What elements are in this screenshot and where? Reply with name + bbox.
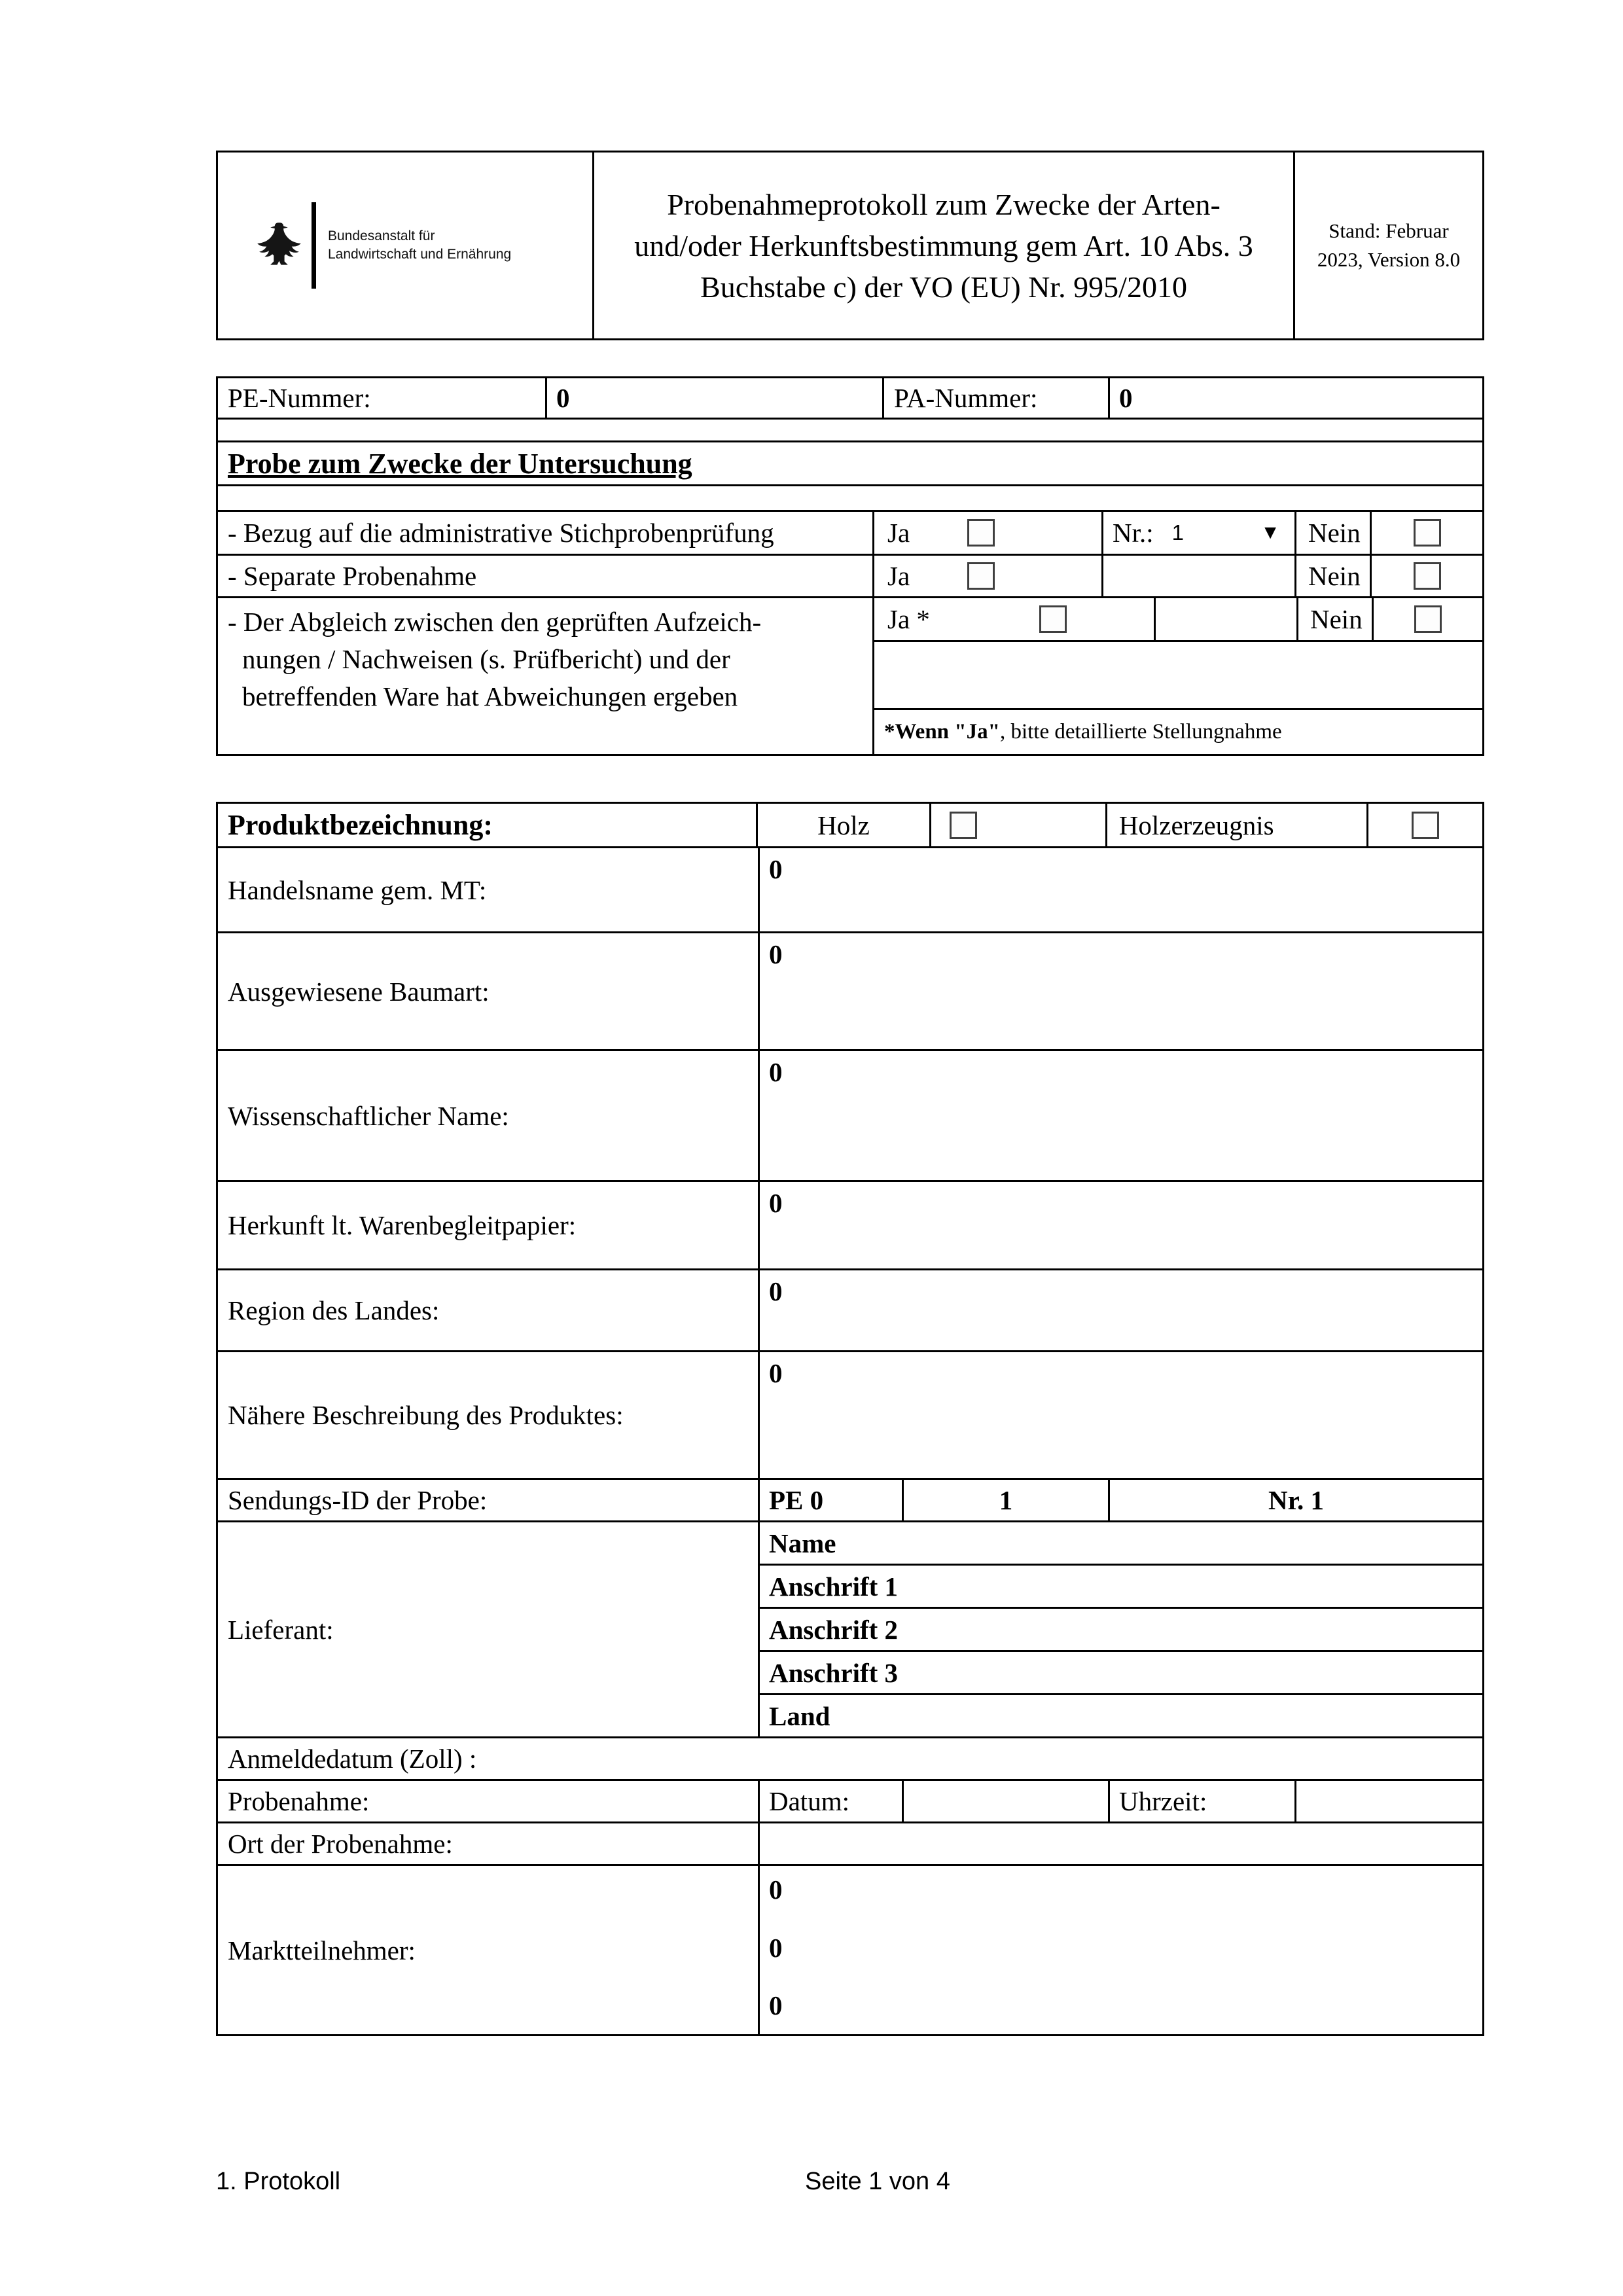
marktteilnehmer-row (218, 1864, 1482, 2034)
lieferant-label: Lieferant: (228, 1614, 334, 1645)
version-info (1295, 152, 1482, 338)
table-row (218, 1180, 1482, 1268)
logo-text-line2: Landwirtschaft und Ernährung (328, 247, 512, 262)
q3-label-line2: nungen / Nachweisen (s. Prüfbericht) und der (242, 644, 730, 674)
holzerzeugnis-label: Holzerzeugnis (1105, 804, 1366, 846)
footer-section-label: 1. Protokoll (216, 2168, 341, 2195)
lieferant-row (218, 1520, 1482, 1736)
q3-answer-area (872, 598, 1482, 754)
sendungs-id-row (218, 1478, 1482, 1520)
anmeldedatum-row (218, 1736, 1482, 1779)
q3-nein-label: Nein (1296, 598, 1372, 640)
q1-ja-label: Ja (887, 518, 910, 548)
herkunft-value-field[interactable]: 0 (758, 1182, 1482, 1268)
question-row-separate-probenahme (218, 554, 1482, 596)
title-line3: Buchstabe c) der VO (EU) Nr. 995/2010 (700, 270, 1187, 304)
document-content (216, 151, 1484, 2036)
marktteilnehmer-value-3[interactable]: 0 (769, 1990, 783, 2020)
page-footer (216, 2168, 1484, 2196)
table-row (218, 931, 1482, 1049)
probenahme-label: Probenahme: (228, 1786, 370, 1816)
marktteilnehmer-value-1[interactable]: 0 (769, 1874, 783, 1905)
logo-divider-bar (312, 202, 316, 289)
pa-nummer-label: PA-Nummer: (882, 378, 1108, 418)
beschreibung-label: Nähere Beschreibung des Produktes: (228, 1400, 624, 1430)
question-row-stichprobe (218, 510, 1482, 554)
q1-nein-checkbox[interactable] (1414, 519, 1441, 547)
ort-probenahme-row (218, 1821, 1482, 1864)
page-number: Seite 1 von 4 (805, 2168, 950, 2195)
datum-label: Datum: (758, 1781, 902, 1821)
produkt-header-row (218, 804, 1482, 846)
q3-answer-row (874, 598, 1482, 642)
q1-ja-cell (872, 512, 1101, 554)
version-line1: Stand: Februar (1329, 219, 1449, 242)
holz-label: Holz (756, 804, 929, 846)
q3-ja-label: Ja * (887, 604, 930, 634)
q3-ja-checkbox[interactable] (1039, 605, 1067, 633)
sendungs-id-nr-field[interactable]: Nr. 1 (1108, 1480, 1482, 1520)
ble-logo (254, 202, 511, 289)
table-row (218, 1350, 1482, 1478)
table-row (218, 1268, 1482, 1350)
lieferant-anschrift3-field[interactable]: Anschrift 3 (760, 1650, 1482, 1693)
logo-text-line1: Bundesanstalt für (328, 228, 435, 243)
uhrzeit-value-field[interactable] (1294, 1781, 1482, 1821)
lieferant-land-field[interactable]: Land (760, 1693, 1482, 1736)
q2-label: - Separate Probenahme (228, 561, 477, 591)
document-title (592, 152, 1295, 338)
pa-nummer-value-field[interactable]: 0 (1108, 378, 1482, 418)
question-row-abgleich (218, 596, 1482, 754)
q2-ja-cell (872, 556, 1101, 596)
produktbezeichnung-heading: Produktbezeichnung: (228, 809, 493, 841)
title-line2: und/oder Herkunftsbestimmung gem Art. 10 Abs. 3 (634, 228, 1253, 262)
pe-pa-row (218, 378, 1482, 418)
bundesadler-eagle-icon (254, 218, 302, 273)
title-line1: Probenahmeprotokoll zum Zwecke der Arten- (667, 187, 1221, 221)
q1-nr-dropdown[interactable] (1101, 512, 1294, 554)
lieferant-name-field[interactable]: Name (769, 1528, 836, 1558)
q1-nein-label: Nein (1294, 512, 1370, 554)
holz-checkbox[interactable] (950, 812, 977, 839)
pe-nummer-value-field[interactable]: 0 (545, 378, 882, 418)
table-row (218, 846, 1482, 931)
q3-label-line3: betreffenden Ware hat Abweichungen ergeben (242, 681, 738, 711)
q3-ja-cell (874, 598, 1156, 640)
q1-nr-value: 1 (1171, 520, 1185, 545)
holz-box-cell (929, 804, 1105, 846)
logo-cell (218, 152, 592, 338)
q3-gap (874, 642, 1482, 708)
produkt-table (216, 802, 1484, 2036)
holzerzeugnis-checkbox[interactable] (1412, 812, 1439, 839)
q3-nein-checkbox[interactable] (1414, 605, 1442, 633)
q2-empty-cell (1101, 556, 1294, 596)
section-heading-untersuchung: Probe zum Zwecke der Untersuchung (228, 447, 692, 480)
q1-nein-box-cell (1370, 512, 1482, 554)
spacer-row (218, 418, 1482, 440)
baumart-value-field[interactable]: 0 (758, 933, 1482, 1049)
q2-ja-checkbox[interactable] (967, 562, 995, 590)
q1-label: - Bezug auf die administrative Stichprobenprüfung (228, 518, 774, 548)
q2-nein-checkbox[interactable] (1414, 562, 1441, 590)
region-label: Region des Landes: (228, 1295, 440, 1325)
sendungs-id-label: Sendungs-ID der Probe: (228, 1485, 488, 1515)
lieferant-fields (758, 1522, 1482, 1736)
handelsname-label: Handelsname gem. MT: (228, 874, 487, 905)
q2-ja-label: Ja (887, 561, 910, 591)
version-line2: 2023, Version 8.0 (1317, 248, 1461, 271)
handelsname-value-field[interactable]: 0 (758, 848, 1482, 931)
section-heading-row (218, 440, 1482, 484)
region-value-field[interactable]: 0 (758, 1270, 1482, 1350)
baumart-label: Ausgewiesene Baumart: (228, 976, 490, 1007)
dropdown-arrow-icon: ▼ (1260, 522, 1280, 543)
probenahme-row (218, 1779, 1482, 1821)
table-row (218, 1049, 1482, 1180)
wissenschaftlicher-name-value-field[interactable]: 0 (758, 1051, 1482, 1180)
untersuchung-table (216, 376, 1484, 756)
sendungs-id-seq-field[interactable]: 1 (902, 1480, 1108, 1520)
q3-label (218, 598, 872, 754)
datum-value-field[interactable] (902, 1781, 1108, 1821)
q3-label-line1: - Der Abgleich zwischen den geprüften Aufzeich- (228, 607, 762, 637)
q1-ja-checkbox[interactable] (967, 519, 995, 547)
q3-nein-box-cell (1372, 598, 1482, 640)
lieferant-anschrift1-field[interactable]: Anschrift 1 (760, 1564, 1482, 1607)
herkunft-label: Herkunft lt. Warenbegleitpapier: (228, 1210, 577, 1240)
holzerzeugnis-box-cell (1366, 804, 1482, 846)
q3-footnote (874, 708, 1482, 754)
marktteilnehmer-label: Marktteilnehmer: (228, 1935, 416, 1965)
sendungs-id-pe-field[interactable]: PE 0 (758, 1480, 902, 1520)
q3-empty-cell (1156, 598, 1296, 640)
q2-nein-label: Nein (1294, 556, 1370, 596)
spacer-row (218, 484, 1482, 510)
q3-footnote-rest: , bitte detaillierte Stellungnahme (999, 720, 1282, 744)
wissenschaftlicher-name-label: Wissenschaftlicher Name: (228, 1100, 509, 1131)
lieferant-anschrift2-field[interactable]: Anschrift 2 (760, 1607, 1482, 1650)
ort-probenahme-value-field[interactable] (758, 1823, 1482, 1864)
pe-nummer-label: PE-Nummer: (228, 383, 371, 413)
q3-footnote-bold: *Wenn "Ja" (884, 720, 1000, 744)
marktteilnehmer-value-2[interactable]: 0 (769, 1932, 783, 1963)
marktteilnehmer-fields (758, 1866, 1482, 2034)
uhrzeit-label: Uhrzeit: (1108, 1781, 1294, 1821)
q1-nr-label: Nr.: (1113, 518, 1154, 548)
anmeldedatum-label: Anmeldedatum (Zoll) : (228, 1744, 477, 1774)
q2-nein-box-cell (1370, 556, 1482, 596)
header-table (216, 151, 1484, 340)
beschreibung-value-field[interactable]: 0 (758, 1352, 1482, 1478)
logo-text (328, 227, 511, 264)
ort-probenahme-label: Ort der Probenahme: (228, 1829, 453, 1859)
